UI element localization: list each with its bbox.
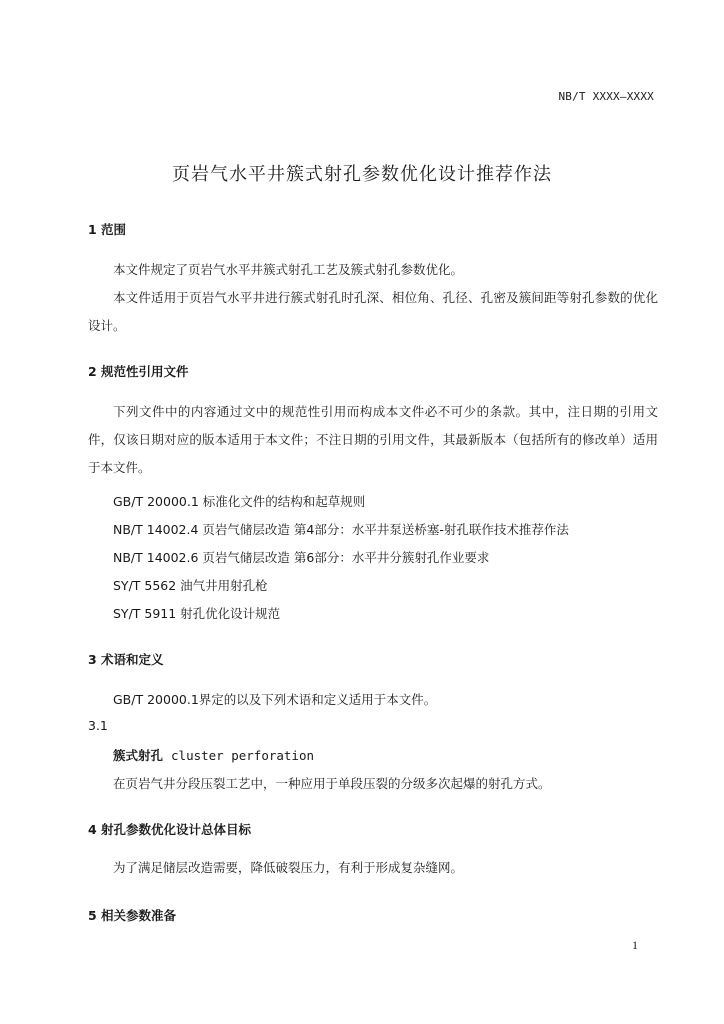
- term-number: 3.1: [88, 718, 108, 733]
- scope-paragraph-1: 本文件规定了页岩气水平井簇式射孔工艺及簇式射孔参数优化。: [113, 262, 464, 277]
- scope-paragraph-2: 本文件适用于页岩气水平井进行簇式射孔时孔深、相位角、孔径、孔密及簇间距等射孔参数的优化设计。: [88, 290, 658, 333]
- reference-item: NB/T 14002.6 页岩气储层改造 第6部分：水平井分簇射孔作业要求: [113, 550, 490, 565]
- reference-item: GB/T 20000.1 标准化文件的结构和起草规则: [113, 494, 366, 509]
- document-code: NB/T XXXX—XXXX: [558, 90, 654, 103]
- section-heading-parameter-preparation: 5 相关参数准备: [88, 908, 177, 923]
- reference-item: NB/T 14002.4 页岩气储层改造 第4部分：水平井泵送桥塞-射孔联作技术推荐作法: [113, 522, 569, 537]
- reference-item: SY/T 5562 油气井用射孔枪: [113, 578, 268, 593]
- term-name-chinese: 簇式射孔: [113, 748, 164, 763]
- references-intro-paragraph: 下列文件中的内容通过文中的规范性引用而构成本文件必不可少的条款。其中，注日期的引用文件，仅该日期对应的版本适用于本文件；不注日期的引用文件，其最新版本（包括所有的修改单）适用于本文件。: [88, 404, 658, 475]
- term-definition: 在页岩气井分段压裂工艺中，一种应用于单段压裂的分级多次起爆的射孔方式。: [113, 776, 551, 791]
- document-title: 页岩气水平井簇式射孔参数优化设计推荐作法: [172, 164, 552, 185]
- section-heading-terms: 3 术语和定义: [88, 652, 164, 667]
- objective-paragraph: 为了满足储层改造需要，降低破裂压力，有利于形成复杂缝网。: [113, 860, 464, 875]
- reference-item: SY/T 5911 射孔优化设计规范: [113, 606, 281, 621]
- page-number: 1: [632, 938, 638, 952]
- term-name-english: cluster perforation: [171, 748, 315, 763]
- section-heading-overall-objective: 4 射孔参数优化设计总体目标: [88, 822, 252, 837]
- section-heading-scope: 1 范围: [88, 222, 127, 237]
- terms-intro-paragraph: GB/T 20000.1界定的以及下列术语和定义适用于本文件。: [113, 692, 437, 707]
- section-heading-normative-references: 2 规范性引用文件: [88, 364, 189, 379]
- term-name: [113, 746, 314, 764]
